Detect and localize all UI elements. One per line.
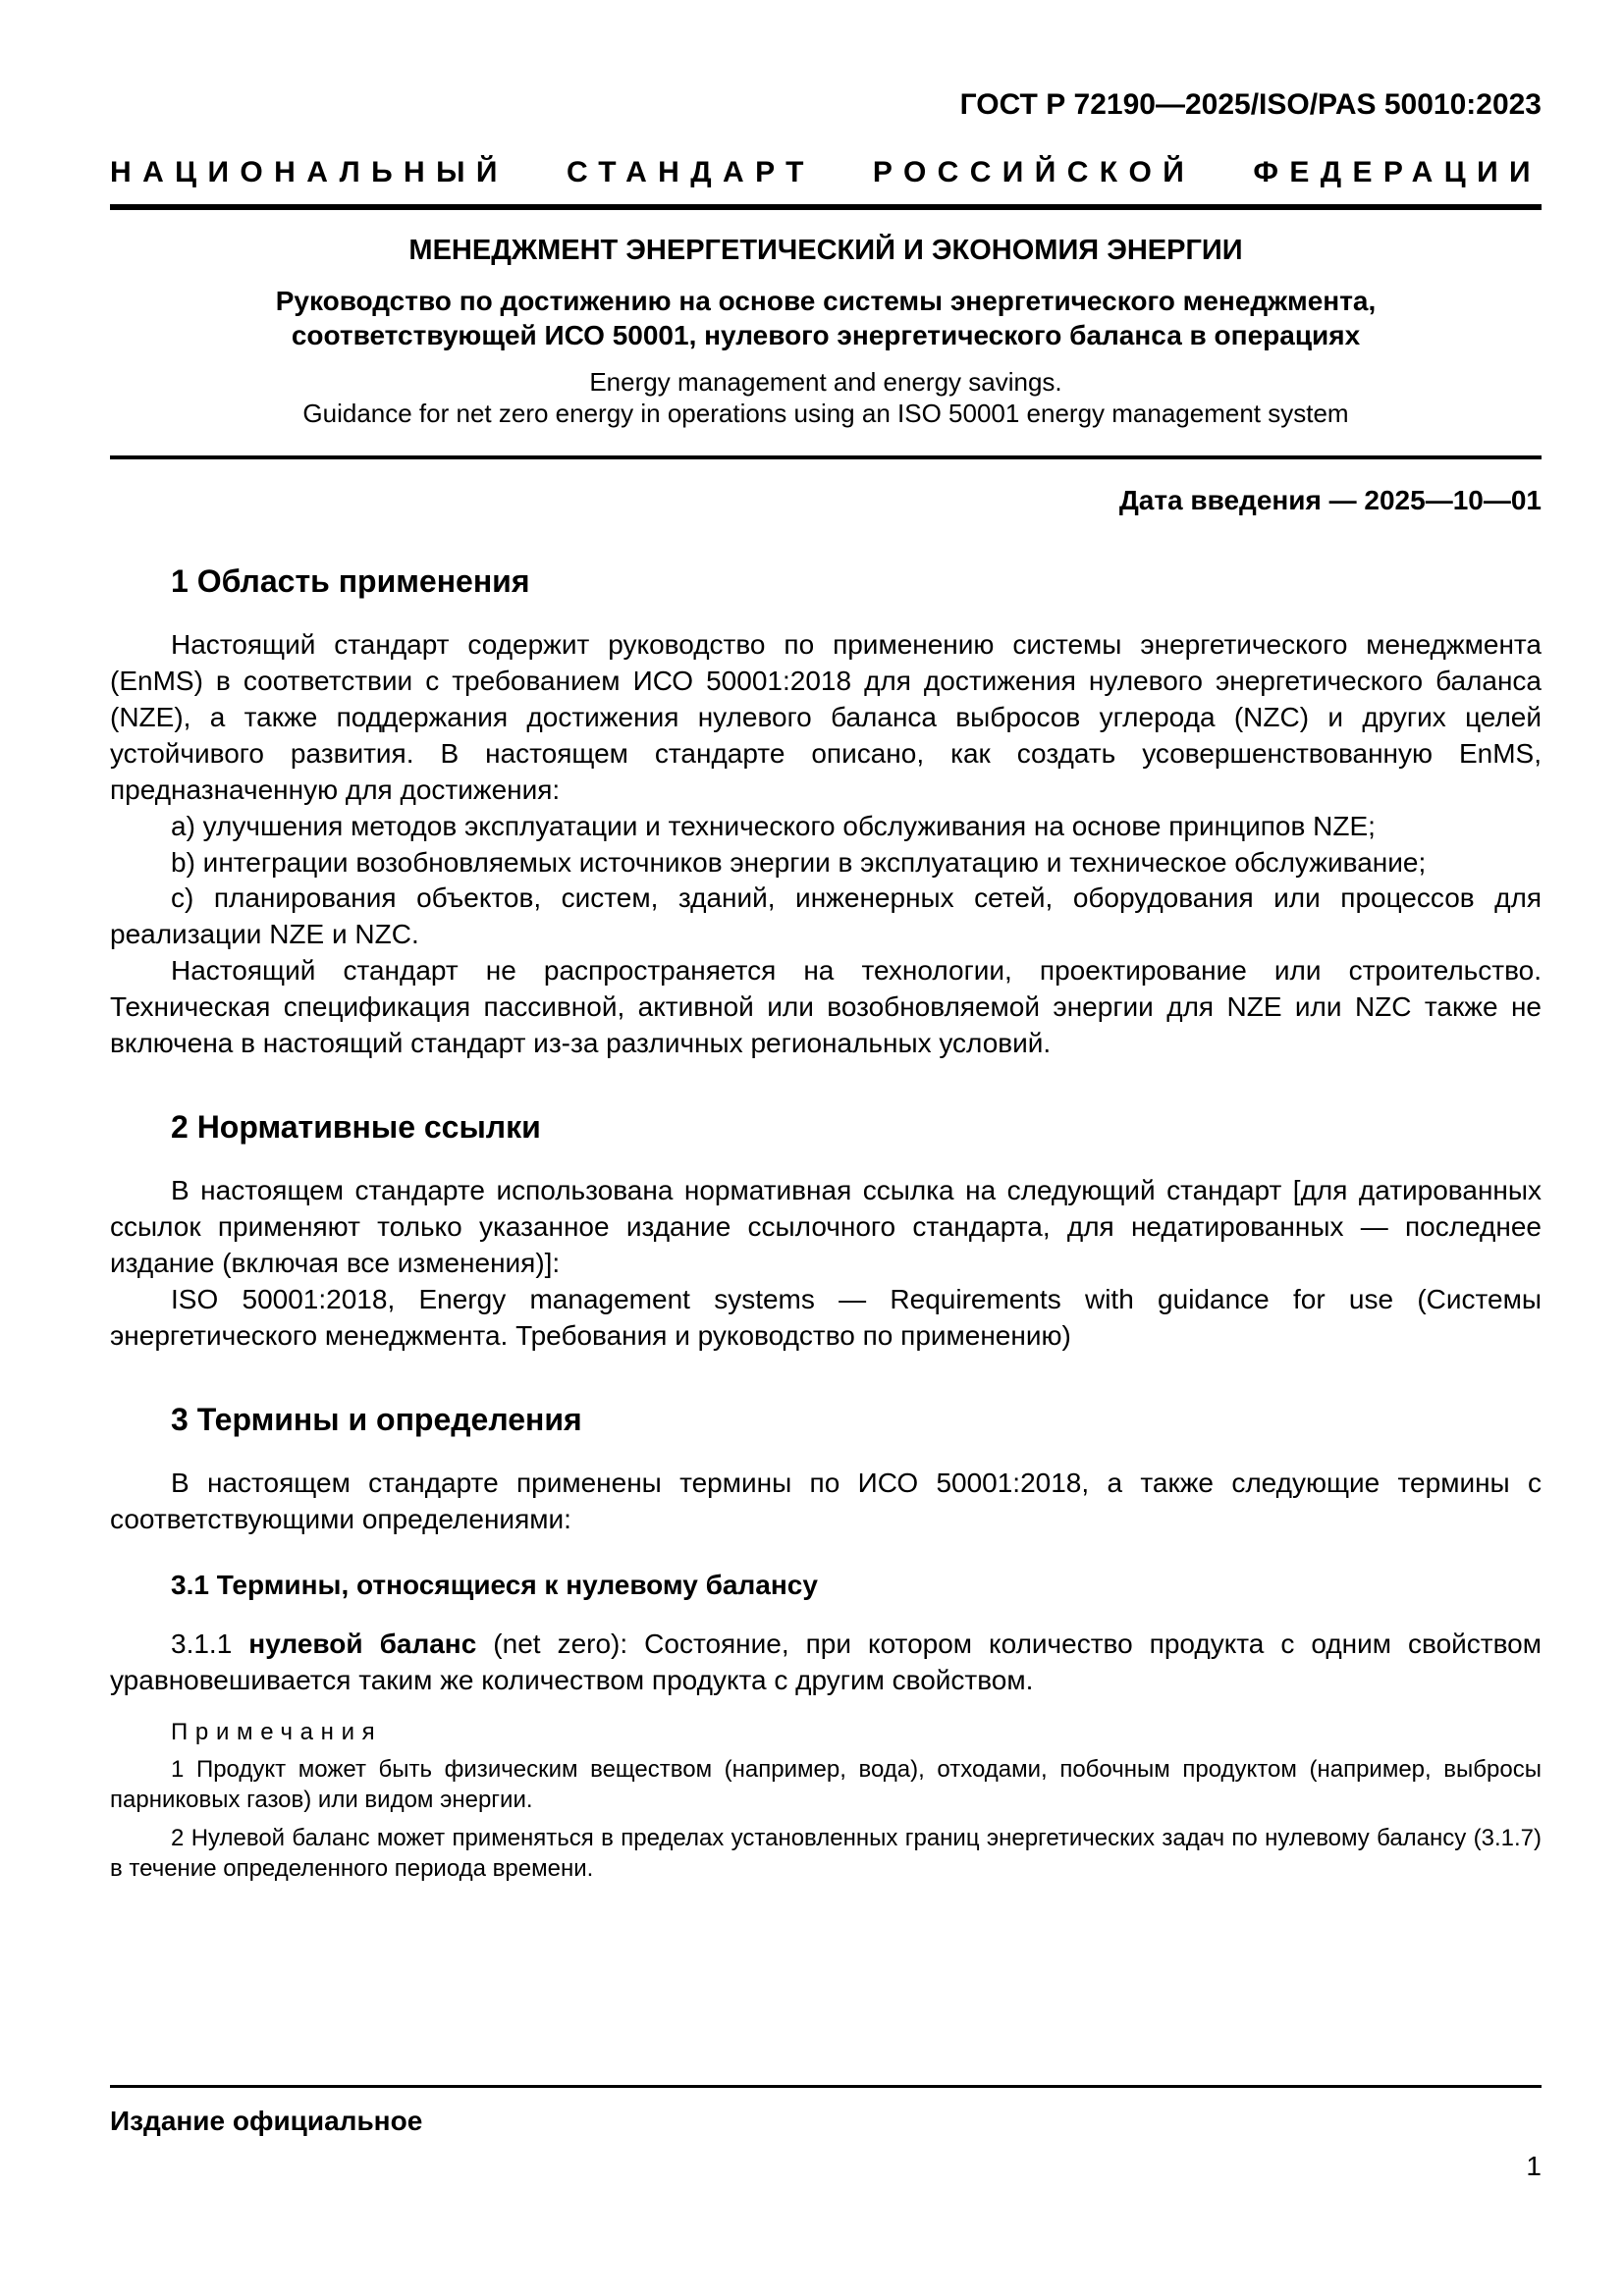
section-2-paragraph-1: В настоящем стандарте использована нормативная ссылка на следующий стандарт [для датированных ссылок применяют только указанное издание ссылочного стандарта, для недатированных — последнее издание (включая все изменения)]: <box>110 1175 1542 1279</box>
term-definition-text: (net zero): Состояние, при котором количество продукта с одним свойством уравновешивается таким же количеством продукта с другим свойством. <box>110 1628 1543 1695</box>
document-subtitle-line2: соответствующей ИСО 50001, нулевого энергетического баланса в операциях <box>291 319 1361 350</box>
document-subtitle <box>110 284 1542 352</box>
document-title-english-line1: Energy management and energy savings. <box>589 366 1062 397</box>
section-1-list-item-b: b) интеграции возобновляемых источников энергии в эксплуатацию и техническое обслуживание; <box>171 846 1427 878</box>
horizontal-rule-middle <box>110 455 1542 459</box>
document-title-english-line2: Guidance for net zero energy in operations using an ISO 50001 energy management system <box>302 399 1349 429</box>
national-standard-banner: НАЦИОНАЛЬНЫЙ СТАНДАРТ РОССИЙСКОЙ ФЕДЕРАЦИИ <box>110 156 1542 188</box>
section-3-paragraph-1: В настоящем стандарте применены термины по ИСО 50001:2018, а также следующие термины с соответствующими определениями: <box>110 1468 1542 1534</box>
section-1-paragraph-2: Настоящий стандарт не распространяется на технологии, проектирование или строительство. Техническая спецификация пассивной, активной или возобновляемой энергии для NZE или NZC также не включена в настоящий стандарт из-за различных региональных условий. <box>110 955 1542 1059</box>
document-title-english <box>110 366 1542 430</box>
horizontal-rule-footer <box>110 2085 1542 2088</box>
section-2-heading: 2 Нормативные ссылки <box>171 1109 541 1146</box>
section-1-list-item-c: c) планирования объектов, систем, зданий, инженерных сетей, оборудования или процессов для реализации NZE и NZC. <box>110 882 1542 950</box>
effective-date: Дата введения — 2025—10—01 <box>1118 484 1542 515</box>
term-name: нулевой баланс <box>248 1628 477 1659</box>
section-1-heading: 1 Область применения <box>171 562 530 599</box>
subsection-3-1-heading: 3.1 Термины, относящиеся к нулевому балансу <box>171 1569 818 1600</box>
note-1: 1 Продукт может быть физическим веществом (например, вода), отходами, побочным продуктом (например, выбросы парниковых газов) или видом энергии. <box>110 1755 1542 1813</box>
page-footer <box>110 2085 1542 2182</box>
section-2-paragraph-2: ISO 50001:2018, Energy management systems — Requirements with guidance for use (Системы энергетического менеджмента. Требования и руководство по применению) <box>110 1284 1542 1352</box>
page-number: 1 <box>1526 2151 1542 2181</box>
horizontal-rule-top <box>110 204 1542 210</box>
note-2: 2 Нулевой баланс может применяться в пределах установленных границ энергетических задач по нулевому балансу (3.1.7) в течение определенного периода времени. <box>110 1825 1542 1883</box>
document-subtitle-line1: Руководство по достижению на основе системы энергетического менеджмента, <box>275 285 1377 316</box>
official-edition-label: Издание официальное <box>110 2106 423 2136</box>
document-title: МЕНЕДЖМЕНТ ЭНЕРГЕТИЧЕСКИЙ И ЭКОНОМИЯ ЭНЕРГИИ <box>408 235 1243 266</box>
section-1-paragraph-1: Настоящий стандарт содержит руководство по применению системы энергетического менеджмента (EnMS) в соответствии с требованием ИСО 50001:2018 для достижения нулевого энергетического баланса (NZE), а также поддержания достижения нулевого баланса выбросов углерода (NZC) и других целей устойчивого развития. В настоящем стандарте описано, как создать усовершенствованную EnMS, предназначенную для достижения: <box>110 628 1542 805</box>
notes-label: Примечания <box>171 1718 383 1745</box>
section-3-heading: 3 Термины и определения <box>171 1402 582 1437</box>
doc-code: ГОСТ Р 72190—2025/ISO/PAS 50010:2023 <box>959 88 1542 121</box>
section-1-list-item-a: a) улучшения методов эксплуатации и технического обслуживания на основе принципов NZE; <box>171 810 1376 841</box>
term-3-1-1-definition <box>110 1627 1542 1699</box>
term-number: 3.1.1 <box>171 1628 233 1659</box>
